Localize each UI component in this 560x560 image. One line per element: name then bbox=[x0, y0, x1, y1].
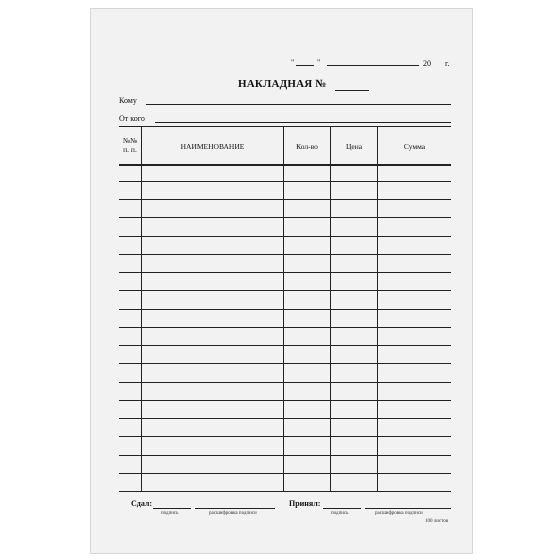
table-row[interactable] bbox=[119, 181, 451, 182]
col-divider-3 bbox=[330, 126, 331, 491]
table-row[interactable] bbox=[119, 236, 451, 237]
table-row[interactable] bbox=[119, 199, 451, 200]
table-row[interactable] bbox=[119, 327, 451, 328]
handed-signature-field[interactable] bbox=[153, 508, 191, 509]
table-row[interactable] bbox=[119, 418, 451, 419]
to-label: Кому bbox=[119, 96, 137, 105]
table-row[interactable] bbox=[119, 254, 451, 255]
table-row[interactable] bbox=[119, 491, 451, 492]
received-label: Принял: bbox=[289, 499, 321, 508]
received-decoding-caption: расшифровка подписи bbox=[375, 511, 423, 516]
table-row[interactable] bbox=[119, 290, 451, 291]
table-row[interactable] bbox=[119, 382, 451, 383]
table-row[interactable] bbox=[119, 345, 451, 346]
handed-label: Сдал: bbox=[131, 499, 153, 508]
from-label: От кого bbox=[119, 114, 145, 123]
date-quote-open: " bbox=[291, 58, 295, 67]
col-header-name: НАИМЕНОВАНИЕ bbox=[180, 142, 245, 151]
date-year-prefix: 20 bbox=[423, 59, 431, 68]
invoice-form-sheet bbox=[90, 8, 473, 554]
table-row[interactable] bbox=[119, 400, 451, 401]
sheets-note: 100 листов bbox=[425, 519, 449, 524]
table-row[interactable] bbox=[119, 272, 451, 273]
from-field[interactable] bbox=[155, 122, 451, 123]
table-row[interactable] bbox=[119, 363, 451, 364]
date-month-field[interactable] bbox=[327, 65, 419, 66]
to-field[interactable] bbox=[146, 104, 451, 105]
col-header-qty: Кол-во bbox=[296, 142, 318, 151]
received-signature-field[interactable] bbox=[323, 508, 361, 509]
col-divider-2 bbox=[283, 126, 284, 491]
col-divider-1 bbox=[141, 126, 142, 491]
received-signature-caption: подпись bbox=[331, 511, 349, 516]
invoice-title: НАКЛАДНАЯ № bbox=[238, 78, 327, 90]
col-header-price: Цена bbox=[345, 142, 363, 151]
table-row[interactable] bbox=[119, 436, 451, 437]
col-header-sum: Сумма bbox=[403, 142, 426, 151]
table-header-border bbox=[119, 164, 451, 166]
col-header-number: №№ п. п. bbox=[122, 136, 138, 154]
col-divider-4 bbox=[377, 126, 378, 491]
table-top-border bbox=[119, 126, 451, 127]
table-row[interactable] bbox=[119, 455, 451, 456]
date-quote-close: " bbox=[317, 58, 321, 67]
date-year-suffix: г. bbox=[445, 59, 450, 68]
handed-decoding-caption: расшифровка подписи bbox=[209, 511, 257, 516]
invoice-number-field[interactable] bbox=[335, 90, 369, 91]
table-row[interactable] bbox=[119, 217, 451, 218]
received-decoding-field[interactable] bbox=[365, 508, 451, 509]
handed-signature-caption: подпись bbox=[161, 511, 179, 516]
table-row[interactable] bbox=[119, 309, 451, 310]
table-row[interactable] bbox=[119, 473, 451, 474]
handed-decoding-field[interactable] bbox=[195, 508, 275, 509]
date-day-field[interactable] bbox=[296, 65, 314, 66]
